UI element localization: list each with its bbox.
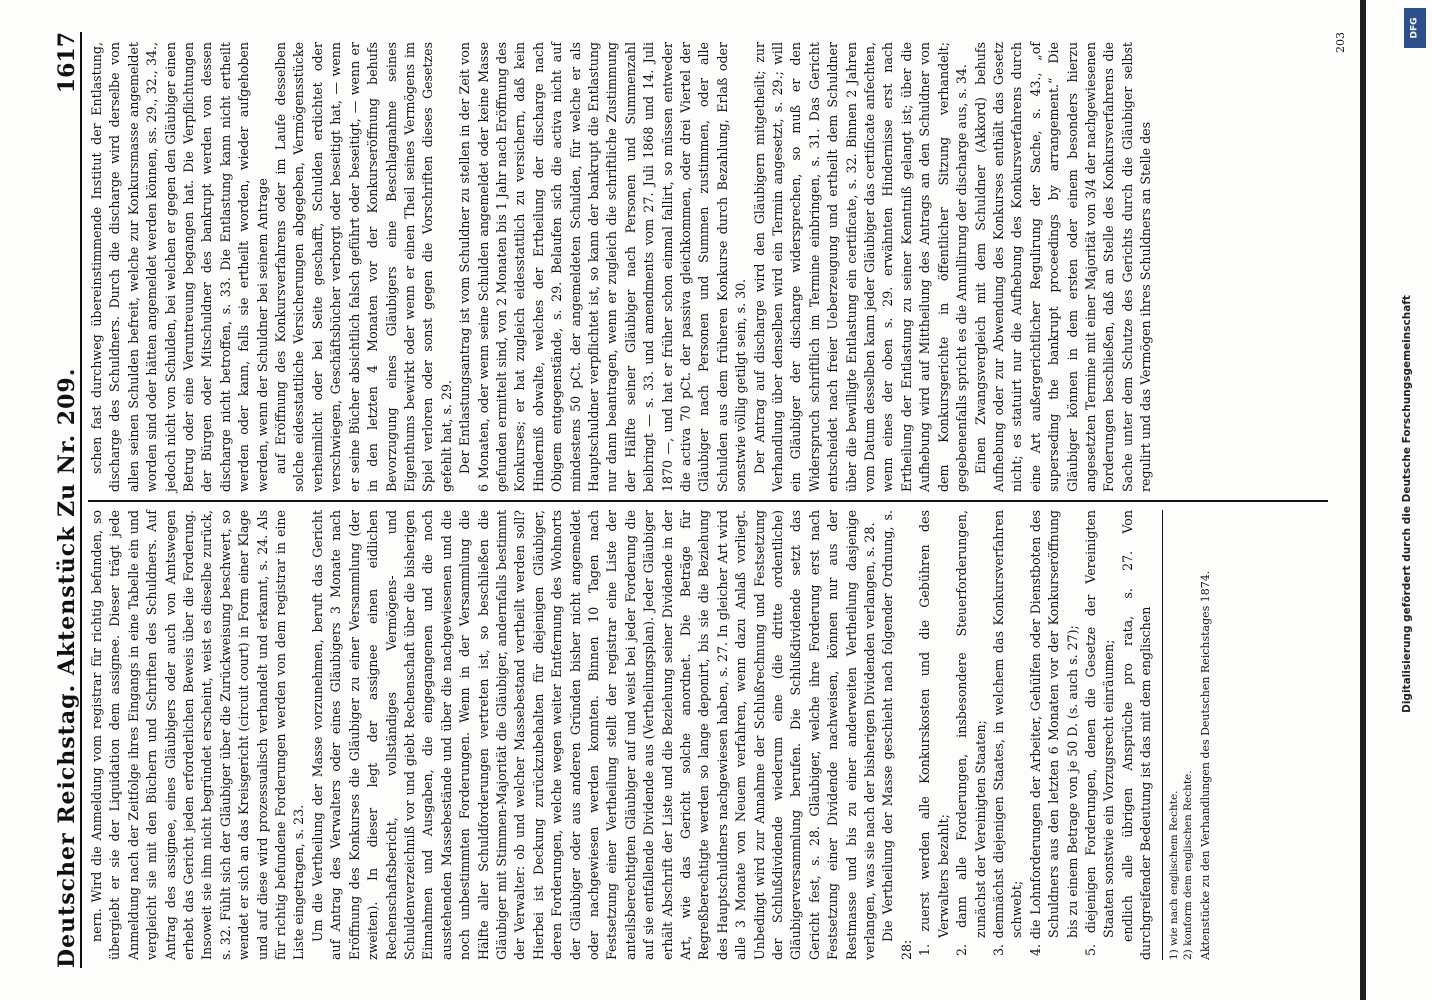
list-item: 5. diejenigen Forderungen, denen die Gesetze der Vereinigten Staaten sonstwie ein Vorzugsrecht einräumen;	[1082, 510, 1117, 956]
left-column	[88, 502, 1328, 968]
paragraph: Die Vertheilung der Masse geschieht nach folgender Ordnung, s. 28:	[880, 510, 914, 960]
scan-edge-shadow	[1360, 0, 1366, 1000]
list-item: 3. demnächst diejenigen Staates, in welchem das Konkursverfahren schwebt;	[990, 510, 1025, 956]
publication-footer: Aktenstücke zu den Verhandlungen des Deutschen Reichstages 1874.	[1198, 570, 1212, 960]
paragraph: Der Entlastungsantrag ist vom Schuldner zu stellen in der Zeit von 6 Monaten, oder wenn seine Schulden angemeldet oder keine Masse gefunden ermittelt sind, von 2 Monaten bis 1 Jahr nach Eröffnung des Konkurses; er hat zugleich eidesstattlich zu versichern, daß kein Hinderniß obwalte, welches der Ertheilung der discharge nach Obigem entgegenstände, s. 29. Belaufen sich die activa nicht auf mindestens 50 pCt. der angemeldeten Schulden, für welche er als Hauptschuldner verpflichtet ist, so kann der bankrupt die Entlastung nur dann beantragen, wenn er zugleich die schriftliche Zustimmung der Hälfte seiner Gläubiger nach Personen und Summenzahl beibringt — s. 33. und amendments vom 27. Juli 1868 und 14. Juli 1870 —, und hat er früher schon einmal fallirt, so müssen entweder die activa 70 pCt. der passiva gleichkommen, oder drei Viertel der Gläubiger nach Personen und Summen zustimmen, oder alle Schulden aus dem früheren Konkurse durch Bezahlung, Erlaß oder sonstwie völlig getilgt sein, s. 30.	[457, 42, 749, 492]
rotated-document-page	[36, 32, 1366, 968]
right-column	[88, 34, 1328, 500]
paragraph: Um die Vertheilung der Masse vorzunehmen, beruft das Gericht auf Antrag des Verwalters oder eines Gläubigers 3 Monate nach Eröffnung des Konkurses die Gläubiger zu einer Versammlung (der zweiten). In dieser legt der assignee einen eidlichen Rechenschaftsbericht, vollständiges Vermögens- und Schuldenverzeichniß vor und giebt Rechenschaft über die bisherigen Einnahmen und Ausgaben, die eingegangenen und die noch ausstehenden Massebestände und über die nachgewiesenen und die noch unbestimmten Forderungen. Wenn in der Versammlung die Hälfte aller Schuldforderungen vertreten ist, so beschließen die Gläubiger mit Stimmen-Majorität die Gläubiger, andernfalls bestimmt der Verwalter: ob und welcher Massebestand vertheilt werden soll? Hierbei ist Deckung zurückzubehalten für diejenigen Gläubiger, deren Forderungen, welche wegen weiter Entfernung des Wohnorts der Gläubiger oder aus anderen Gründen bisher nicht angemeldet oder nachgewiesen werden konnten. Binnen 10 Tagen nach Festsetzung einer Vertheilung stellt der registrar eine Liste der anteilsberechtigten Gläubiger auf und weist bei jeder Forderung die auf sie entfallende Dividende aus (Vertheilungsplan). Jeder Gläubiger erhält Abschrift der Liste und die Beziehung seiner Dividende in der Art, wie das Gericht solche anordnet. Die Beträge für Regreßberechtigte werden so lange deponirt, bis sie die Beziehung des Hauptschuldners nachgewiesen haben, s. 27. In gleicher Art wird alle 3 Monate von Neuem verfahren, wenn dazu Anlaß vorliegt. Unbedingt wird zur Annahme der Schlußrechnung und Festsetzung der Schlußdividende wiederum eine (die dritte ordentliche) Gläubigerversammlung berufen. Die Schlußdividende setzt das Gericht fest, s. 28. Gläubiger, welche ihre Forderung erst nach Festsetzung einer Dividende nachweisen, können nur aus der Restmasse und bis zu einer anderweiten Vertheilung dasjenige verlangen, was sie nach der bisherigen Dividenden verlangen, s. 28.	[309, 510, 878, 960]
distribution-order-list	[916, 510, 1118, 960]
digitization-stamp-text: Digitalisierung gefördert durch die Deutsche Forschungsgemeinschaft	[1401, 295, 1413, 713]
dfg-logo	[1404, 8, 1426, 48]
list-item: 4. die Lohnforderungen der Arbeiter, Gehülfen oder Dienstboten des Schuldners aus den letzten 6 Monaten vor der Konkurseröffnung bis zu einem Betrage von je 50 D. (s. auch s. 27);	[1027, 510, 1080, 956]
list-item: 1. zuerst werden alle Konkurskosten und die Gebühren des Verwalters bezahlt;	[917, 510, 951, 956]
footnote: 2) konform dem englischen Rechte.	[1181, 770, 1194, 960]
paragraph: Der Antrag auf discharge wird den Gläubigern mitgetheilt; zur Verhandlung über denselben wird ein Termin angesetzt, s. 29.; will ein Gläubiger der discharge widersprechen, so muß er den Widerspruch schriftlich im Termine einbringen, s. 31. Das Gericht entscheidet nach freier Ueberzeugung und ertheilt dem Schuldner über die bewilligte Entlastung ein certificate, s. 32. Binnen 2 Jahren vom Datum desselben kann jeder Gläubiger das certificate anfechten, wenn eines der oben s. 29. erwähnten Hindernisse erst nach Ertheilung der Entlastung zu seiner Kenntniß gelangt ist; über die Aufhebung wird auf Mittheilung des Antrags an den Schuldner von dem Konkursgerichte in öffentlicher Sitzung verhandelt; gegebenenfalls spricht es die Annullirung der discharge aus, s. 34.	[751, 42, 970, 492]
text-columns	[88, 32, 1328, 968]
dfg-logo-text: DFG	[1409, 17, 1420, 39]
signature-mark: 203	[1334, 32, 1347, 53]
page-title: Deutscher Reichstag. Aktenstück Zu Nr. 209.	[54, 367, 80, 968]
paragraph: schen fast durchweg übereinstimmende Institut der Entlastung, discharge des Schuldners. Durch die discharge wird derselbe von allen seinen Schulden befreit, welche zur Konkursmasse angemeldet worden sind oder hätten angemeldet werden können, ss. 29., 32., 34., jedoch nicht von Schulden, bei welchen er gegen den Gläubiger einen Betrug oder eine Veruntreuung begangen hat. Die Verpflichtungen der Bürgen oder Mitschuldner des bankrupt werden von dessen discharge nicht betroffen, s. 33. Die Entlastung kann nicht ertheilt werden oder kann, falls sie ertheilt worden, wieder aufgehoben werden, wenn der Schuldner bei seinem Antrage	[89, 42, 270, 492]
paragraph: endlich alle übrigen Ansprüche pro rata, s. 27. Von durchgreifender Bedeutung ist das mit dem englischen	[1119, 510, 1154, 960]
footnote: 1) wie nach englischem Rechte.	[1167, 790, 1180, 960]
paragraph: auf Eröffnung des Konkursverfahrens oder im Laufe desselben solche eidesstattliche Versicherungen abgegeben, Vermögensstücke verheimlicht oder bei Seite geschafft, Schulden erdichtet oder verschwiegen, Geschäftsbücher verborgt oder beseitigt hat, — wenn er seine Bücher absichtlich falsch geführt oder beseitigt, — wenn er in den letzten 4 Monaten vor der Konkurseröffnung behufs Bevorzugung eines Gläubigers eine Beschlagnahme seines Eigenthums bewirkt oder wenn er einen Theil seines Vermögens im Spiel verloren oder sonst gegen die Vorschriften dieses Gesetzes gefehlt hat, s. 29.	[273, 42, 454, 492]
page-header	[36, 32, 82, 968]
column-divider	[88, 500, 1328, 502]
digitization-stamp	[1392, 24, 1422, 984]
page-number: 1617	[54, 32, 80, 94]
list-item: 2. dann alle Forderungen, insbesondere Steuerforderungen, zunächst der Vereinigten Staaten;	[954, 510, 988, 956]
page-bottom	[1334, 32, 1358, 968]
footnotes	[1162, 510, 1213, 960]
page-content	[36, 32, 1366, 968]
paragraph: nern. Wird die Anmeldung vom registrar für richtig befunden, so übergiebt er sie der Liquidation dem assignee. Dieser trägt jede Anmeldung nach der Zeitfolge ihres Eingangs in eine Tabelle ein und vergleicht sie mit den Büchern und Schriften des Schuldners. Auf Antrag des assignee, eines Gläubigers oder auch von Amtswegen erhebt das Gericht jeden erforderlichen Beweis über die Forderung. Insoweit sie ihm nicht begründet erscheint, weist es dieselbe zurück, s. 32. Fühlt sich der Gläubiger über die Zurückweisung beschwert, so wendet er sich an das Kreisgericht (circuit court) in Form einer Klage und auf diese wird prozessualisch verhandelt und erkannt, s. 24. Als für richtig befundene Forderungen werden von dem registrar in eine Liste eingetragen, s. 23.	[89, 510, 307, 960]
paragraph: Einen Zwangsvergleich mit dem Schuldner (Akkord) behufs Aufhebung oder zur Abwendung des Konkurses enthält das Gesetz nicht; es statuirt nur die Aufhebung des Konkursverfahrens durch eine Art außergerichtlicher Regulirung der Sache, s. 43., „of superseding the bankrupt proceedings by arrangement.“ Die Gläubiger können in dem ersten oder einem besonders hierzu angesetzten Termine mit einer Majorität von 3/4 der nachgewiesenen Forderungen beschließen, daß an Stelle des Konkursverfahrens die Sache unter dem Schutze des Gerichts durch die Gläubiger selbst regulirt und das Vermögen ihres Schuldners an Stelle des	[972, 42, 1154, 492]
